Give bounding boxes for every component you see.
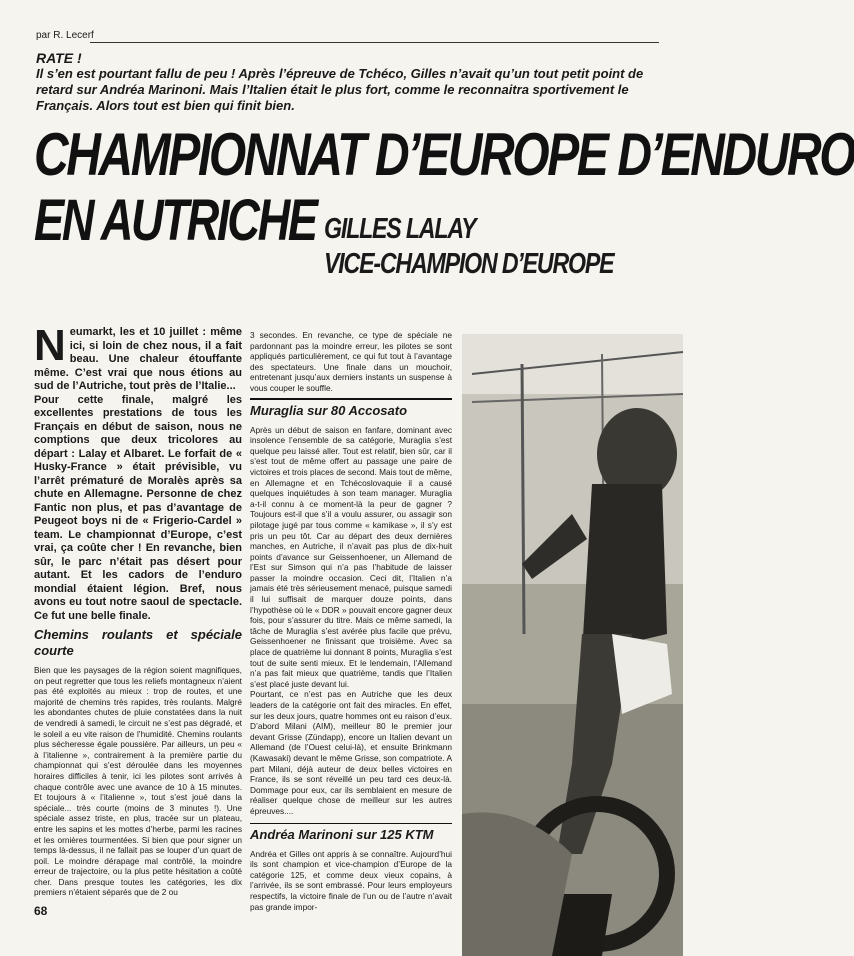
body-paragraph: Bien que les paysages de la région soient magnifiques, on peut regretter que tous les reliefs montagneux n’aient pas été exploités au mieux : trop de routes, et une majorité de chemins très rapides, très roulants. Malgré les abondantes chutes de pluie constatées dans la nuit de vendredi à samedi, le circuit ne s’est pas dégradé, et le soleil a eu vite raison de l’humidité. Chemins roulants plus sécheresse égale poussière. Par ailleurs, un peu « à l’italienne », contrairement à la première partie du championnat qui s’est déroulée dans les moyennes horaires difficiles à tenir, ici les pilotes sont arrivés à chaque contrôle avec une avance de 10 à 15 minutes. Et toujours à « l’italienne », tout s’est joué dans la spéciale... très courte (moins de 3 minutes !). Une spéciale assez triste, en plus, tracée sur un plateau, entre les sapins et les mottes d’herbe, parmi les racines et les ornières tourmentées. Si bien que pour signer un temps là-dessus, il ne fallait pas se louper d’un quart de poil. Le moindre dérapage mal contrôlé, la moindre erreur de trajectoire, ou la plus petite hésitation a coûté cher. Dans presque toutes les catégories, les dix premiers n’étaient séparés que de 2 ou — [34, 665, 242, 898]
lead-paragraph — [34, 321, 242, 394]
lead-text: eumarkt, les et 10 juillet : même ici, si loin de chez nous, il a fait beau. Une chaleur étouffante même. C’est vrai que nous étions au sud de l’Autriche, tout près de l’Italie... — [34, 326, 242, 392]
section-heading-muraglia: Muraglia sur 80 Accosato — [250, 398, 452, 419]
section-heading-marinoni: Andréa Marinoni sur 125 KTM — [250, 823, 452, 843]
body-paragraph: 3 secondes. En revanche, ce type de spéciale ne pardonnant pas la moindre erreur, les pilotes se sont appliqués particulièrement, ce qui fut tout à l’avantage des spectateurs. Une finale dans un mouchoir, entretenant jusqu’aux derniers instants un suspense à vous couper le souffle. — [250, 330, 452, 393]
column-1 — [34, 321, 242, 898]
subheadline-title: VICE-CHAMPION D’EUROPE — [324, 248, 614, 280]
headline-line-2 — [34, 188, 316, 253]
subheadline — [324, 212, 613, 282]
byline: par R. Lecerf — [36, 30, 94, 41]
drop-cap: N — [34, 321, 66, 370]
second-bold-paragraph: Pour cette finale, malgré les excellentes prestations de tous les Français en début de saison, nous ne comptions que deux tricolores au départ : Lalay et Albaret. Le forfait de « Husky-France » était prévisible, vu l’arrêt prématuré de Moralès après sa chute en Allemagne. Personne de chez Fantic non plus, et pas d’avantage de Peugeot boys ni de « Frigerio-Cardel » team. Le championnat d’Europe, c’est vrai, ça coûte cher ! En revanche, bien sûr, le parc n’était pas désert pour autant. Et les cadors de l’enduro mondial étaient légion. Bref, nous avons eu tout notre saoul de spectacle. Ce fut une belle finale. — [34, 393, 242, 622]
body-paragraph: Pourtant, ce n’est pas en Autriche que les deux leaders de la catégorie ont fait des miracles. En effet, sur les deux jours, quatre hommes ont eu raison d’eux. D’abord Milani (AIM), meilleur 80 le premier jour devant Grisse (Zündapp), encore un Italien devant un Allemand (de l’Ouest celui-là), et ensuite Brinkmann (Kawasaki) devant le même Grisse, son compatriote. A part Milani, déjà auteur de deux belles victoires en France, ils se sont réveillé un peu tard ces deux-là. Dommage pour eux, car ils semblaient en mesure de réaliser quelque chose de meilleur sur les autres épreuves.... — [250, 689, 452, 816]
intro-standfirst — [36, 50, 661, 114]
intro-text: Il s’en est pourtant fallu de peu ! Après l’épreuve de Tchéco, Gilles n’avait qu’un tout petit point de retard sur Andréa Marinoni. Mais l’Italien était le plus fort, comme le reconnaitra sportivement le Français. Alors tout est bien qui finit bien. — [36, 66, 644, 113]
section-heading-chemins: Chemins roulants et spéciale courte — [34, 627, 242, 658]
subheadline-name: GILLES LALAY — [324, 213, 476, 245]
headline-line-1: CHAMPIONNAT D’EUROPE D’ENDURO — [34, 121, 854, 188]
body-paragraph: Andréa et Gilles ont appris à se connaître. Aujourd’hui ils sont champion et vice-champion d’Europe de la catégorie 125, et comme deux vieux copains, à l’arrivée, ils se sont embrassé. Pour leurs employeurs respectifs, la victoire finale de l’un ou de l’autre n’avait pas grande impor- — [250, 848, 452, 912]
headline-line-2-text: EN AUTRICHE — [34, 188, 316, 253]
intro-heading: RATE ! — [36, 50, 82, 66]
page-number: 68 — [34, 904, 48, 918]
body-paragraph: Après un début de saison en fanfare, dominant avec insolence l’ensemble de sa catégorie, Muraglia s’est quelque peu laissé aller. Tout est relatif, bien sûr, car il s’est tout de même offert au passage une paire de victoires et trois places de second. Mais tout de même, en Allemagne et en Tchécoslovaquie il a causé quelques inquiétudes à son team manager. Muraglia a-t-il connu à ce moment-là la peur de gagner ? Toujours est-il que s’il a voulu assurer, ou assagir son pilotage jugé par tous comme « kamikase », il s’y est pris un peu tôt. Car au départ des deux dernières manches, en Autriche, il n’avait pas plus de dix-huit points d’avance sur Geissenhoener, un Allemand de l’Est sur Simson qui n’a pas l’habitude de laisser passer la moindre occasion. Ceci dit, l’Italien n’a jamais été très sérieusement menacé, puisque samedi il lui suffisait de marquer douze points, dans l’hypothèse où le « DDR » pouvait encore gagner deux fois, pour s’assurer du titre. Mais ce même samedi, la tâche de Muraglia s’est avérée plus facile que prévu, Geissenhoener ne finissant que troisième. Avec sa place de quatrième lui donnant 8 points, Muraglia s’est tout de suite senti mieux. Et le lendemain, l’Allemand n’a pas fait mieux que quatrième, tandis que l’Italien s’est placé juste devant lui. — [250, 424, 452, 689]
rider-photo-illustration — [462, 334, 683, 956]
rider-photo — [462, 334, 683, 956]
top-rule — [90, 42, 659, 43]
column-2 — [250, 330, 452, 912]
